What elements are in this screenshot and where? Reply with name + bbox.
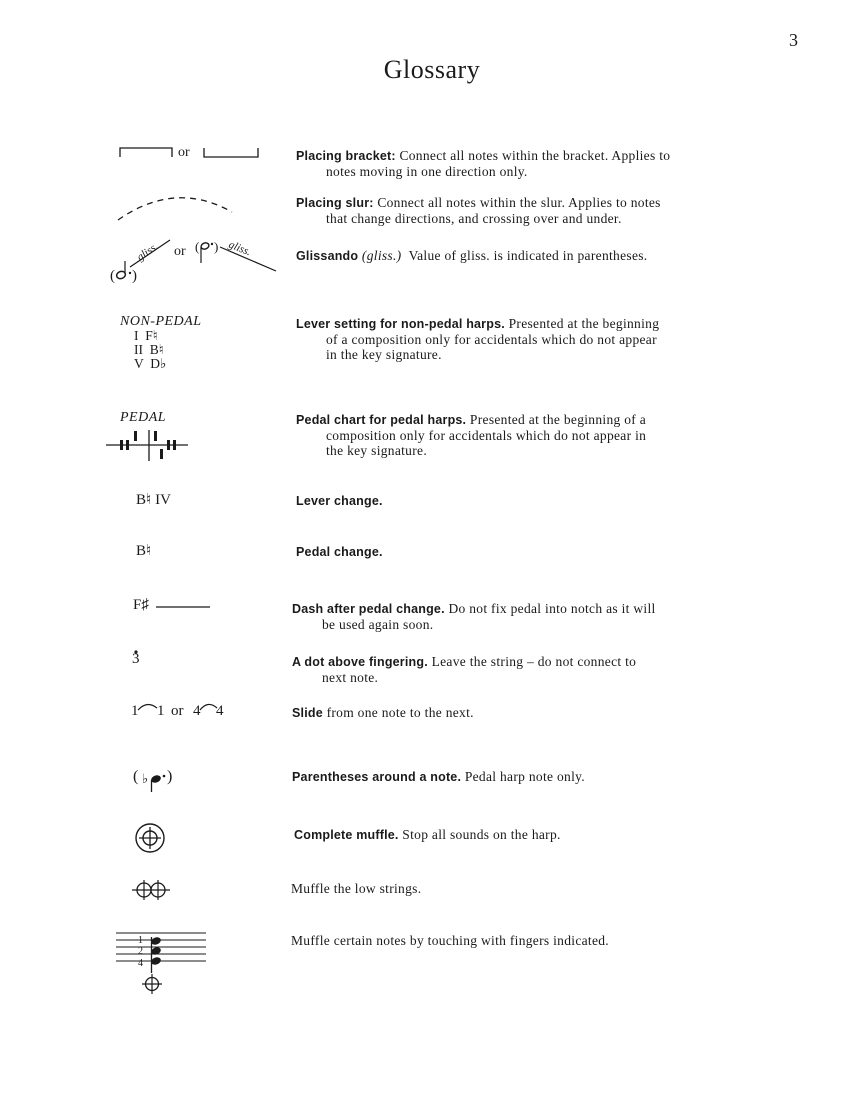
entry-line1: Presented at the beginning of a <box>469 412 647 427</box>
entry-line2: next note. <box>322 670 379 685</box>
page-number: 3 <box>789 30 798 50</box>
entry-term: Lever change. <box>296 494 383 508</box>
entry-term: Lever setting for non-pedal harps. <box>296 317 505 331</box>
entry-line2: notes moving in one direction only. <box>326 164 528 179</box>
entry-line3: in the key signature. <box>326 347 442 362</box>
entry-line1: Do not fix pedal into notch as it will <box>448 601 656 616</box>
entry-line1: Leave the string – do not connect to <box>431 654 637 669</box>
entry-text <box>296 316 746 362</box>
entry-term: Placing slur: <box>296 196 374 210</box>
non-pedal-row-1: I F♮ <box>134 328 158 343</box>
slide-num-4: 4 <box>216 703 224 719</box>
slide-num-3: 4 <box>193 703 201 719</box>
entry-line1: Connect all notes within the slur. Applies to notes <box>377 195 661 210</box>
finger-1-label: 1 <box>138 935 143 946</box>
or-label: or <box>178 145 190 160</box>
slide-or-label: or <box>171 703 184 719</box>
entry-text <box>296 248 746 264</box>
entry-text <box>292 654 742 685</box>
svg-text:): ) <box>214 239 219 254</box>
paren-open: ( <box>133 768 139 785</box>
complete-muffle-icon <box>134 822 166 854</box>
entry-text <box>292 705 742 721</box>
entry-text <box>292 769 742 785</box>
entry-text <box>294 827 744 843</box>
entry-term: Glissando <box>296 249 359 263</box>
svg-text:(: ( <box>195 239 200 254</box>
non-pedal-row-2: II B♮ <box>134 342 164 357</box>
pedal-change-symbol: B♮ <box>136 543 152 559</box>
paren-close: ) <box>167 768 173 785</box>
dot-fingering-symbol: 3 <box>132 651 140 667</box>
finger-2-label: 2 <box>138 946 143 957</box>
entry-term: A dot above fingering. <box>292 655 428 669</box>
entry-line1: Stop all sounds on the harp. <box>402 827 561 842</box>
entry-term: Dash after pedal change. <box>292 602 445 616</box>
slide-num-1: 1 <box>131 703 139 719</box>
entry-line3: the key signature. <box>326 443 427 458</box>
pedal-chart-symbol <box>104 427 294 497</box>
slide-arc-icon <box>137 702 159 712</box>
or-label: or <box>174 244 186 259</box>
entry-line1: Connect all notes within the bracket. Applies to <box>399 148 671 163</box>
lever-change-symbol: B♮ IV <box>136 492 171 508</box>
svg-text:): ) <box>132 268 137 284</box>
entry-line1: Value of gliss. is indicated in parentheses. <box>408 248 648 263</box>
dash-line <box>156 605 212 609</box>
entry-term: Slide <box>292 706 323 720</box>
entry-term: Pedal chart for pedal harps. <box>296 413 467 427</box>
entry-text <box>296 195 746 226</box>
entry-text <box>292 601 742 632</box>
gliss-label: gliss. <box>226 238 253 259</box>
entry-line2: of a composition only for accidentals which do not appear <box>326 332 657 347</box>
dash-after-symbol: F♯ <box>133 597 149 613</box>
entry-text <box>296 412 746 458</box>
entry-term: Complete muffle. <box>294 828 399 842</box>
entry-term-italic: (gliss.) <box>361 248 402 263</box>
entry-line1: Muffle the low strings. <box>291 881 422 896</box>
muffle-low-strings-icon <box>130 878 174 902</box>
svg-text:♭: ♭ <box>142 771 149 786</box>
non-pedal-heading: NON-PEDAL <box>120 314 202 329</box>
entry-text <box>296 148 746 179</box>
entry-text <box>291 933 741 948</box>
quarter-note-icon <box>141 767 169 795</box>
entry-term: Pedal change. <box>296 545 383 559</box>
entry-line1: Pedal harp note only. <box>464 769 585 784</box>
entry-line1: from one note to the next. <box>326 705 474 720</box>
finger-4-label: 4 <box>138 958 143 969</box>
entry-line1: Presented at the beginning <box>508 316 660 331</box>
page-title: Glossary <box>383 55 481 84</box>
glissando-symbol <box>108 235 298 305</box>
entry-term: Placing bracket: <box>296 149 396 163</box>
entry-line2: be used again soon. <box>322 617 434 632</box>
entry-line2: composition only for accidentals which do not appear in <box>326 428 647 443</box>
entry-line1: Muffle certain notes by touching with fingers indicated. <box>291 933 609 948</box>
gliss-label: gliss. <box>134 240 161 264</box>
entry-line2: that change directions, and crossing over and under. <box>326 211 622 226</box>
entry-text <box>296 493 746 509</box>
pedal-heading: PEDAL <box>120 410 167 425</box>
svg-text:(: ( <box>110 268 115 284</box>
muffle-notes-staff-icon <box>116 929 212 999</box>
entry-term: Parentheses around a note. <box>292 770 462 784</box>
non-pedal-row-3: V D♭ <box>134 356 167 371</box>
entry-text <box>291 881 741 896</box>
slide-num-2: 1 <box>157 703 165 719</box>
entry-text <box>296 544 746 560</box>
